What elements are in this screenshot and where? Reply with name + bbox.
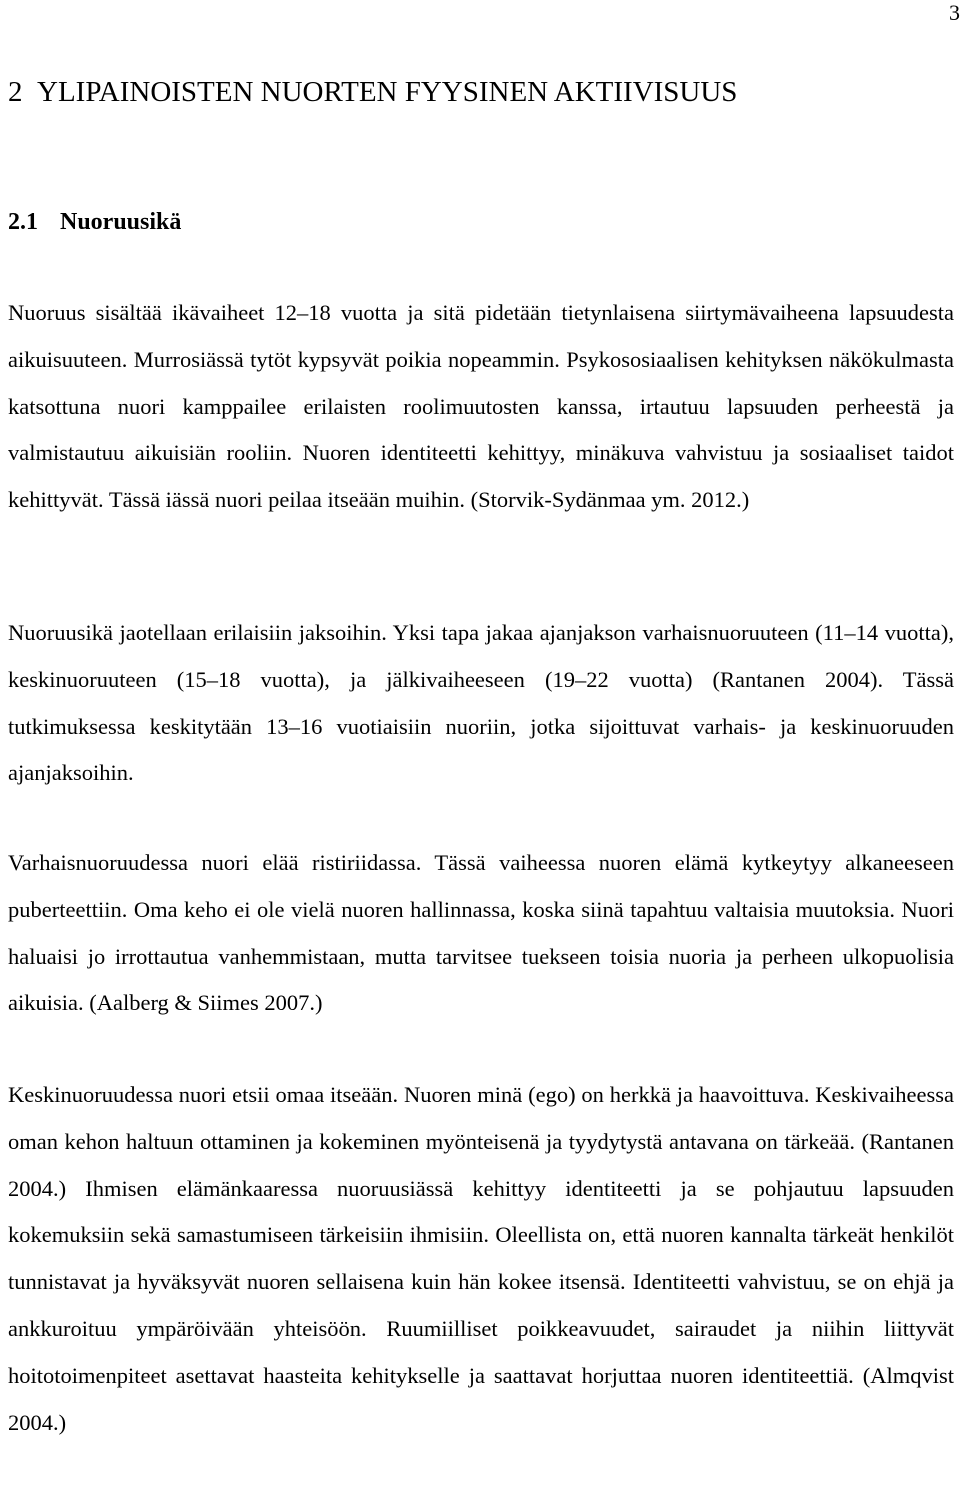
body-paragraph-3: Varhaisnuoruudessa nuori elää ristiriidassa. Tässä vaiheessa nuoren elämä kytkeytyy alkaneeseen puberteettiin. Oma keho ei ole vielä nuoren hallinnassa, koska siinä tapahtuu valtaisia muutoksia. Nuori haluaisi jo irrottautua vanhemmistaan, mutta tarvitsee tuekseen toisia nuoria ja perheen ulkopuolisia aikuisia. (Aalberg & Siimes 2007.) xyxy=(8,850,954,1016)
body-paragraph-4: Keskinuoruudessa nuori etsii omaa itseään. Nuoren minä (ego) on herkkä ja haavoittuva. Keskivaiheessa oman kehon haltuun ottaminen ja kokeminen myönteisenä ja tyydytystä antavana on tärkeää. (Rantanen 2004.) Ihmisen elämänkaaressa nuoruusiässä kehittyy identiteetti ja se pohjautuu lapsuuden kokemuksiin sekä samastumiseen tärkeisiin ihmisiin. Oleellista on, että nuoren kannalta tärkeät henkilöt tunnistavat ja hyväksyvät nuoren sellaisena kuin hän kokee itsensä. Identiteetti vahvistuu, se on ehjä ja ankkuroituu ympäröivään yhteisöön. Ruumiilliset poikkeavuudet, sairaudet ja niihin liittyvät hoitotoimenpiteet asettavat haasteita kehitykselle ja saattavat horjuttaa nuoren identiteettiä. (Almqvist 2004.) xyxy=(8,1082,954,1435)
page-number: 3 xyxy=(949,0,960,25)
body-paragraph-2: Nuoruusikä jaotellaan erilaisiin jaksoihin. Yksi tapa jakaa ajanjakson varhaisnuoruuteen (11–14 vuotta), keskinuoruuteen (15–18 vuotta), ja jälkivaiheeseen (19–22 vuotta) (Rantanen 2004). Tässä tutkimuksessa keskitytään 13–16 vuotiaisiin nuoriin, jotka sijoittuvat varhais- ja keskinuoruuden ajanjaksoihin. xyxy=(8,620,954,786)
section-heading xyxy=(8,206,181,238)
section-title: Nuoruusikä xyxy=(60,209,182,235)
chapter-heading xyxy=(8,74,948,110)
chapter-number: 2 xyxy=(8,76,23,108)
chapter-title: YLIPAINOISTEN NUORTEN FYYSINEN AKTIIVISUUS xyxy=(37,76,738,108)
body-paragraph-1: Nuoruus sisältää ikävaiheet 12–18 vuotta ja sitä pidetään tietynlaisena siirtymävaiheena lapsuudesta aikuisuuteen. Murrosiässä tytöt kypsyvät poikia nopeammin. Psykososiaalisen kehityksen näkökulmasta katsottuna nuori kamppailee erilaisten roolimuutosten kanssa, irtautuu lapsuuden perheestä ja valmistautuu aikuisiän rooliin. Nuoren identiteetti kehittyy, minäkuva vahvistuu ja sosiaaliset taidot kehittyvät. Tässä iässä nuori peilaa itseään muihin. (Storvik-Sydänmaa ym. 2012.) xyxy=(8,300,954,513)
section-number: 2.1 xyxy=(8,209,38,235)
